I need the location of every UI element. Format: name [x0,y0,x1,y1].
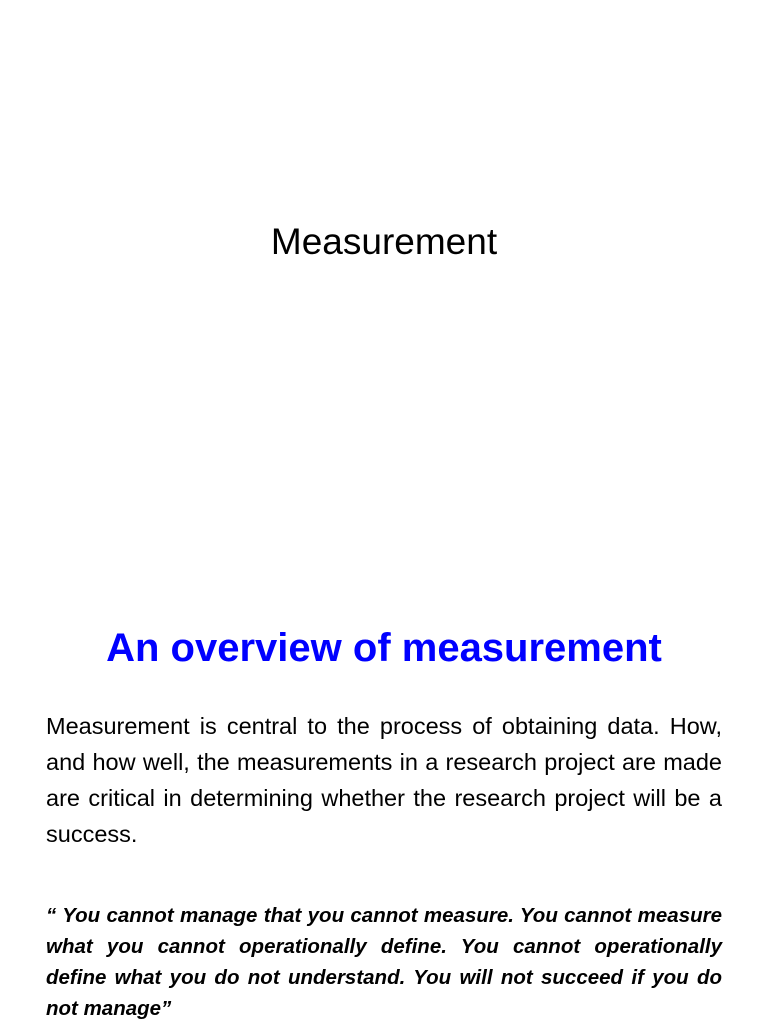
quote-paragraph: “ You cannot manage that you cannot measure. You cannot measure what you cannot operationally define. You cannot operationally define what you do not understand. You will not succeed if you do not manage” [46,904,722,1020]
slide-2 [0,576,768,1024]
slide-heading: An overview of measurement [106,626,662,670]
body-paragraph: Measurement is central to the process of obtaining data. How, and how well, the measurements in a research project are made are critical in determining whether the research project will be a success. [46,713,722,847]
slide-title: Measurement [270,221,498,262]
